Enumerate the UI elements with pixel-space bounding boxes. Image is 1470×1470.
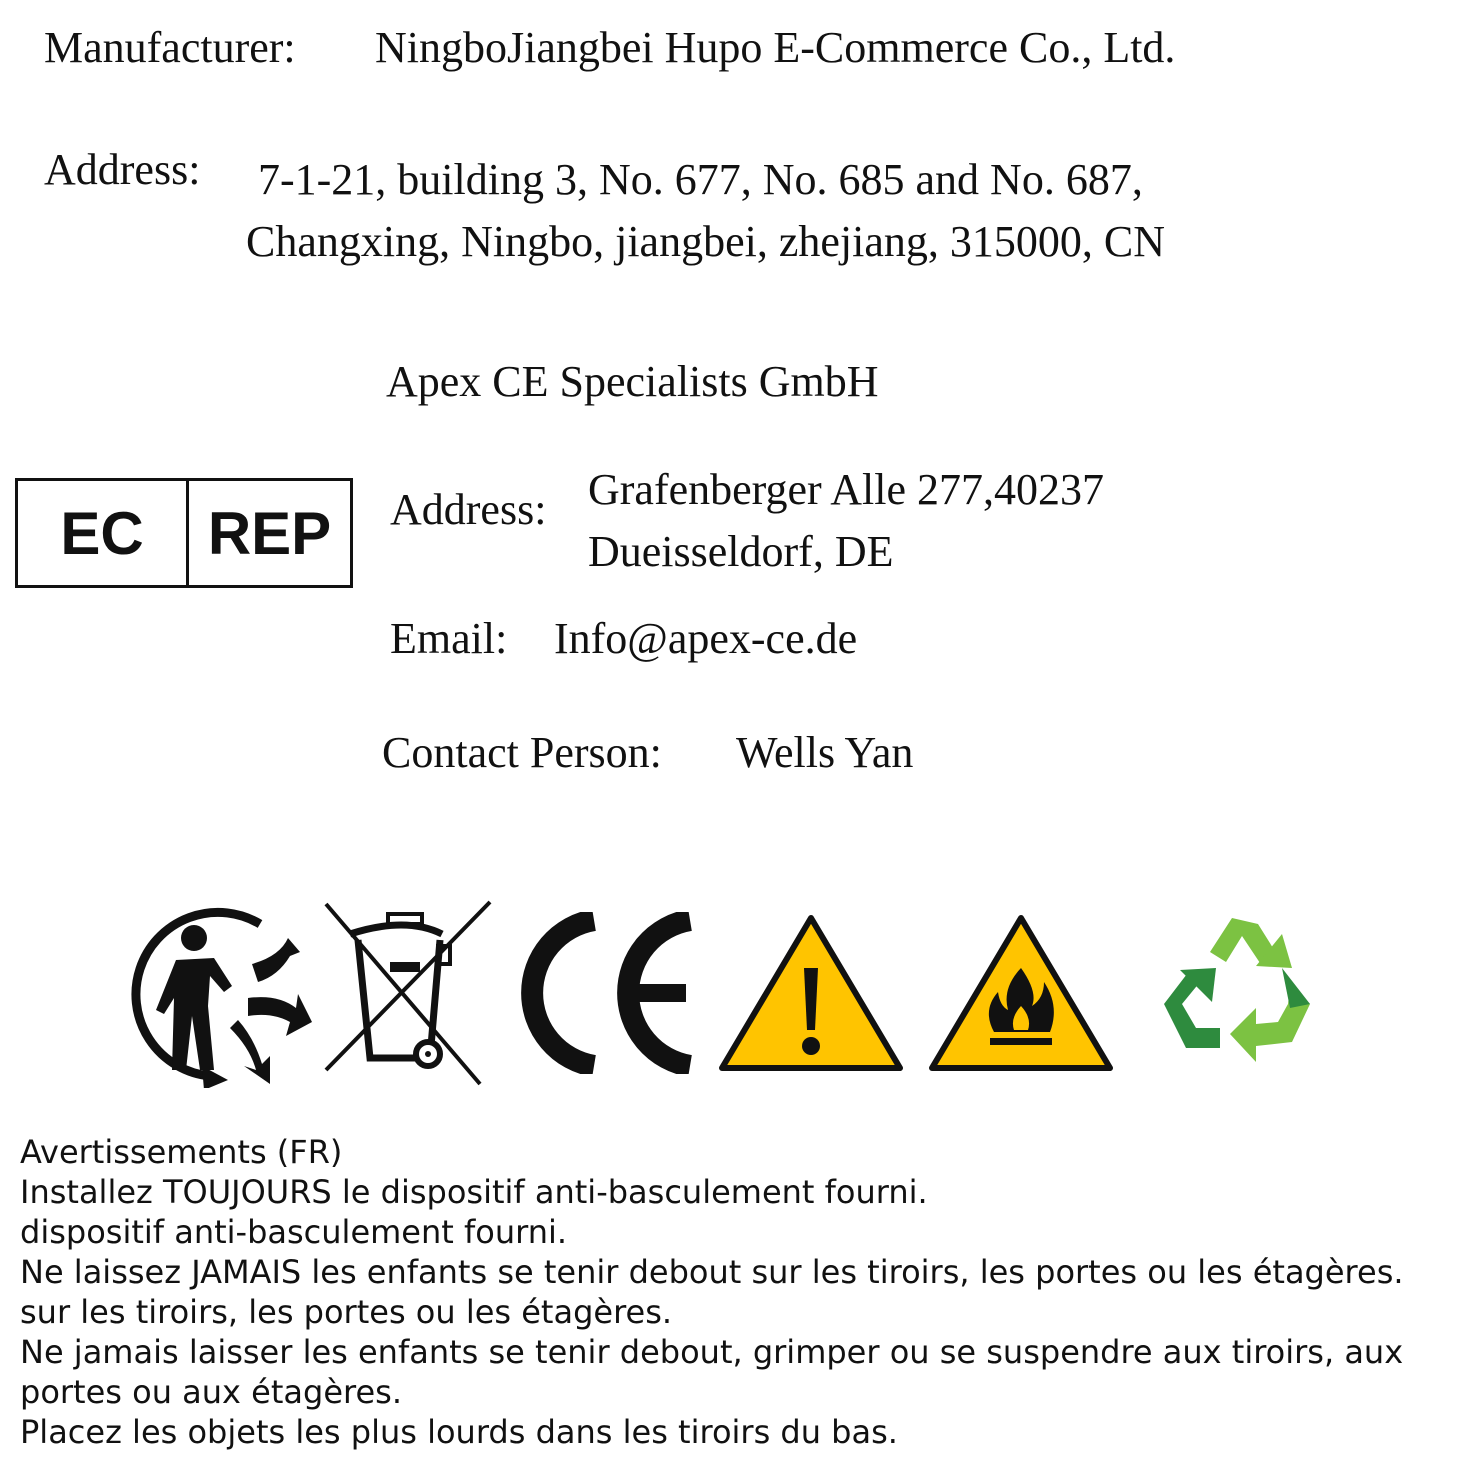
- manufacturer-address-label: Address:: [44, 145, 201, 194]
- ec-rep-email: Info@apex-ce.de: [554, 614, 858, 663]
- triman-icon: [120, 898, 315, 1088]
- warning-line: Installez TOUJOURS le dispositif anti-basculement fourni.: [20, 1173, 928, 1211]
- flammable-warning-icon: [928, 912, 1114, 1074]
- ec-rep-address-line1: Grafenberger Alle 277,40237: [588, 465, 1105, 514]
- manufacturer-address-line1: 7-1-21, building 3, No. 677, No. 685 and No. 687,: [258, 155, 1143, 204]
- manufacturer-label: Manufacturer:: [44, 23, 296, 72]
- ec-rep-address-label: Address:: [390, 485, 547, 534]
- weee-crossed-bin-icon: [322, 898, 494, 1090]
- warning-line: dispositif anti-basculement fourni.: [20, 1213, 568, 1251]
- ec-rep-company-name: Apex CE Specialists GmbH: [386, 357, 879, 406]
- ec-rep-symbol-ec: EC: [18, 481, 189, 585]
- ec-rep-email-label: Email:: [390, 614, 508, 663]
- warning-line: sur les tiroirs, les portes ou les étagères.: [20, 1293, 673, 1331]
- general-warning-icon: [718, 912, 904, 1074]
- warning-line: Ne jamais laisser les enfants se tenir debout, grimper ou se suspendre aux tiroirs, aux: [20, 1333, 1404, 1371]
- warnings-title: Avertissements (FR): [20, 1133, 343, 1171]
- manufacturer-address-line2: Changxing, Ningbo, jiangbei, zhejiang, 315000, CN: [246, 217, 1165, 266]
- recycle-icon: [1160, 912, 1316, 1068]
- warning-line: Placez les objets les plus lourds dans les tiroirs du bas.: [20, 1413, 898, 1451]
- manufacturer-name: NingboJiangbei Hupo E-Commerce Co., Ltd.: [375, 23, 1176, 72]
- french-warnings: [20, 1132, 1460, 1452]
- ec-rep-symbol: [15, 478, 353, 588]
- ec-rep-contact-name: Wells Yan: [736, 728, 914, 777]
- ec-rep-contact-label: Contact Person:: [382, 728, 662, 777]
- ec-rep-address-line2: Dueisseldorf, DE: [588, 527, 894, 576]
- warning-line: Ne laissez JAMAIS les enfants se tenir debout sur les tiroirs, les portes ou les étagères.: [20, 1253, 1404, 1291]
- ec-rep-symbol-rep: REP: [207, 499, 332, 567]
- ce-mark-icon: [512, 912, 698, 1074]
- warning-line: portes ou aux étagères.: [20, 1373, 402, 1411]
